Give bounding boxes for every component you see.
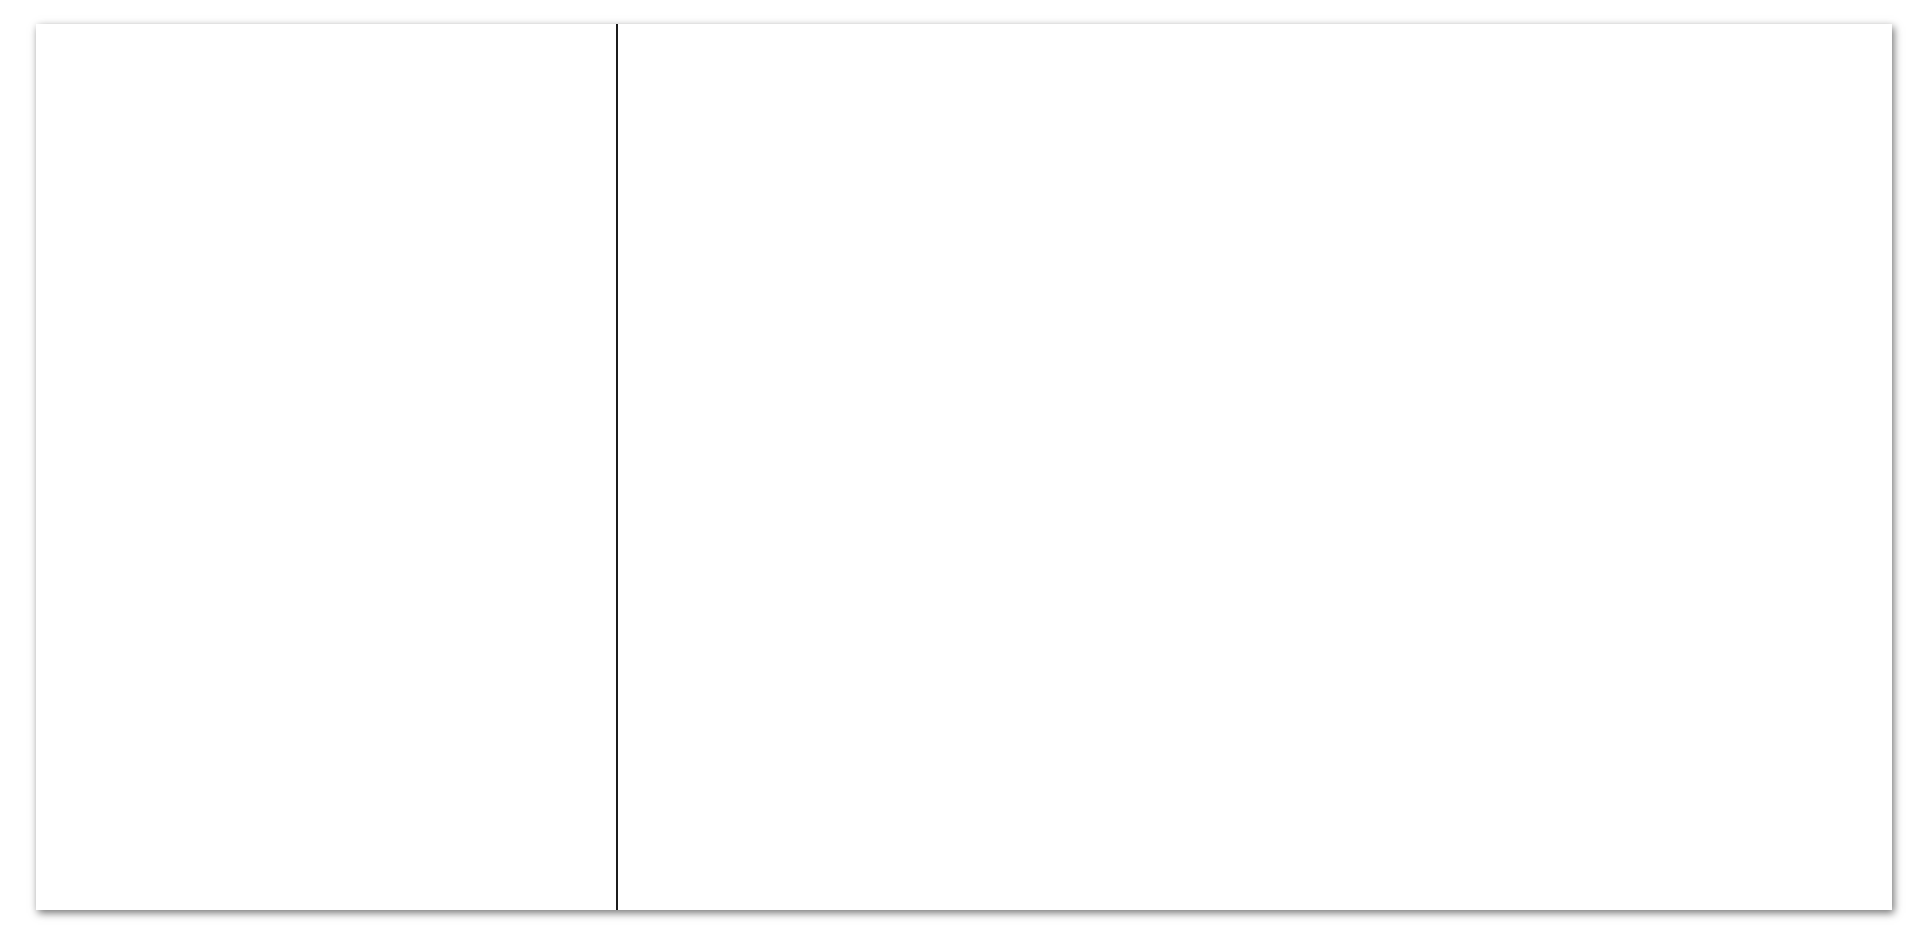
spreadsheet	[36, 24, 1892, 910]
daily-grid	[618, 24, 1892, 910]
left-panel	[36, 24, 616, 910]
